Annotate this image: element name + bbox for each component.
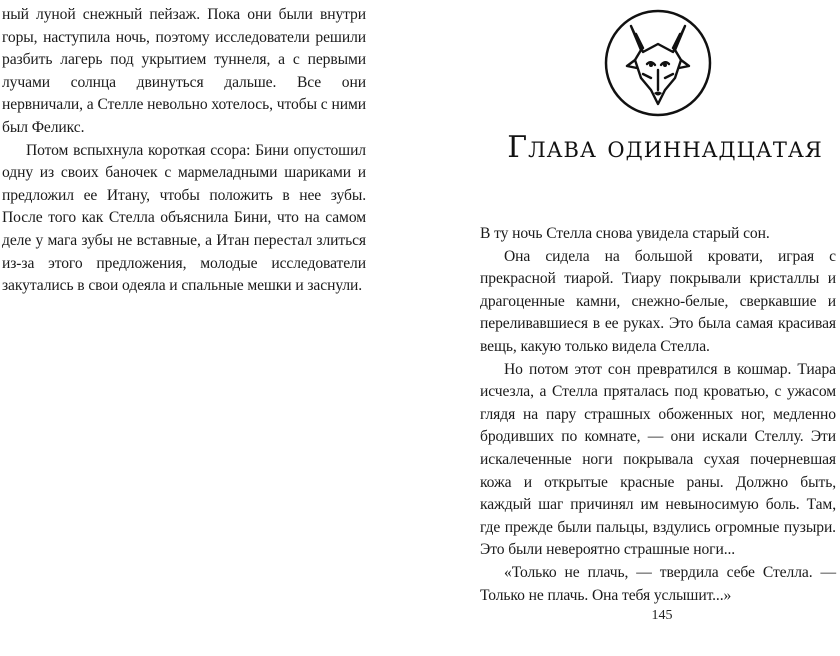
page-number: 145 [651,608,673,623]
right-page-text [480,223,836,607]
paragraph: В ту ночь Стелла снова увидела старый сон. [480,225,770,242]
paragraph: ный луной снежный пейзаж. Пока они были внутри горы, наступила ночь, поэтому исследователи решили разбить лагерь под укрытием туннеля, а с первыми лучами солнца двинуться дальше. Все они нервничали, а Стелле невольно хотелось, чтобы с ними был Феликс. [2,6,366,136]
paragraph: «Только не плачь, — твердила себе Стелла. — Только не плачь. Она тебя услышит...» [480,563,836,604]
fox-head-icon [603,8,713,118]
left-page [0,0,400,656]
chapter-title: Глава одиннадцатая [507,130,823,165]
paragraph: Но потом этот сон превратился в кошмар. Тиара исчезла, а Стелла пряталась под кроватью, с ужасом глядя на пару страшных обоженных ног, медленно бродивших по комнате, — они искали Стеллу. Эти искалеченные ноги покрывала сухая почерневшая кожа и открытые красные раны. Должно быть, каждый шаг причинял им невыносимую боль. Там, где прежде были пальцы, вздулись огромные пузыри. Это были невероятно страшные ноги... [480,360,836,559]
left-page-text [2,4,366,298]
paragraph: Потом вспыхнула короткая ссора: Бини опустошил одну из своих баночек с мармеладными шариками и предложил ее Итану, чтобы положить в нее зубы. После того как Стелла объяснила Бини, что на самом деле у мага зубы не вставные, а Итан перестал злиться из-за этого предложения, молодые исследователи закутались в свои одеяла и спальные мешки и заснули. [2,141,366,295]
paragraph: Она сидела на большой кровати, играя с прекрасной тиарой. Тиару покрывали кристаллы и драгоценные камни, снежно-белые, сверкавшие и переливавшиеся в ее руках. Это была самая красивая вещь, какую только видела Стелла. [480,247,836,355]
right-page [420,0,840,656]
